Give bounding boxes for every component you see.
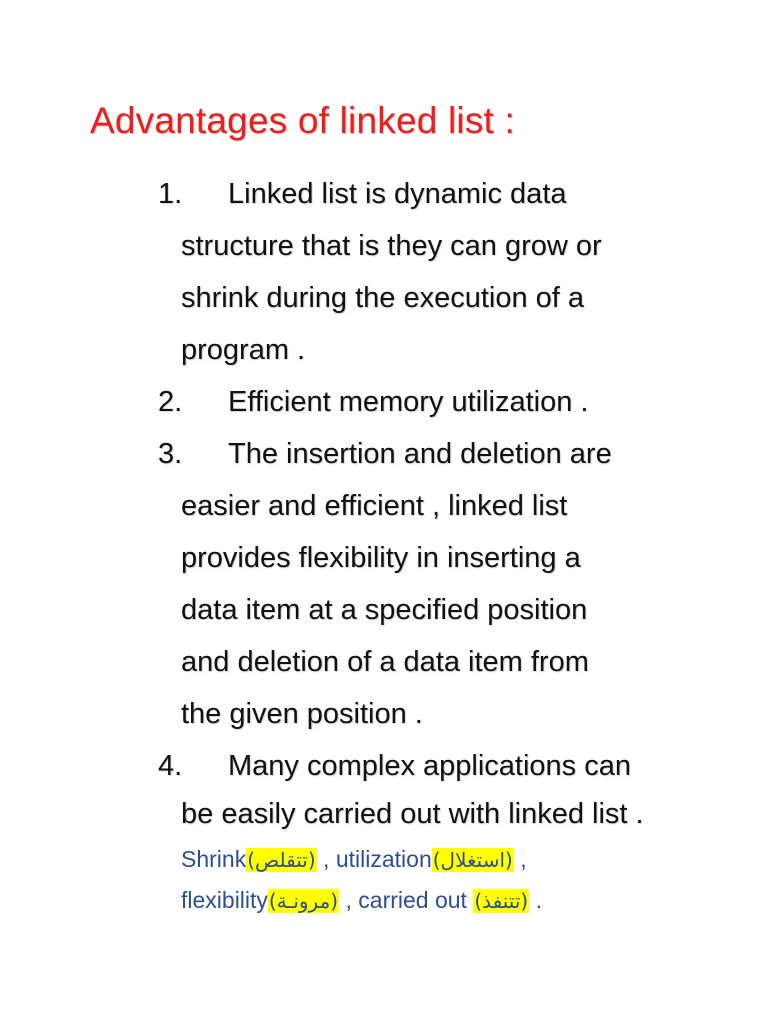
vocab-term: utilization bbox=[335, 846, 432, 872]
item-text-line: shrink during the execution of a bbox=[181, 282, 585, 314]
vocab-term: carried out bbox=[358, 887, 474, 913]
item-text-line: Linked list is dynamic data bbox=[228, 178, 567, 210]
item-text-line: provides flexibility in inserting a bbox=[181, 542, 581, 574]
item-number: 4. bbox=[158, 750, 183, 782]
page-title: Advantages of linked list : bbox=[90, 100, 515, 141]
vocab-separator: . bbox=[529, 887, 543, 913]
vocabulary-line bbox=[181, 884, 542, 917]
vocab-translation-highlight: (تتنفذ) bbox=[474, 889, 529, 913]
vocab-term: flexibility bbox=[181, 887, 268, 913]
vocab-separator: , bbox=[339, 887, 359, 913]
vocab-translation-highlight: (استغلال) bbox=[432, 848, 513, 872]
vocab-separator: , bbox=[316, 846, 336, 872]
item-text-line: Efficient memory utilization . bbox=[228, 386, 589, 418]
item-text-line: The insertion and deletion are bbox=[228, 438, 612, 470]
item-text-line: data item at a specified position bbox=[181, 594, 588, 626]
item-number: 3. bbox=[158, 438, 183, 470]
item-text-line: structure that is they can grow or bbox=[181, 230, 602, 262]
item-text-line: easier and efficient , linked list bbox=[181, 490, 568, 522]
item-number: 2. bbox=[158, 386, 183, 418]
vocab-translation-highlight: (مرونـة) bbox=[268, 889, 339, 913]
item-text-line: the given position . bbox=[181, 698, 423, 730]
vocabulary-line bbox=[181, 843, 527, 876]
item-text-line: and deletion of a data item from bbox=[181, 646, 589, 678]
item-text-line: program . bbox=[181, 334, 306, 366]
vocab-translation-highlight: (تتقلص) bbox=[247, 848, 316, 872]
item-text-line: Many complex applications can bbox=[228, 750, 631, 782]
item-number: 1. bbox=[158, 178, 183, 210]
vocab-term: Shrink bbox=[181, 846, 247, 872]
vocab-separator: , bbox=[513, 846, 527, 872]
item-text-line: be easily carried out with linked list . bbox=[181, 798, 644, 830]
